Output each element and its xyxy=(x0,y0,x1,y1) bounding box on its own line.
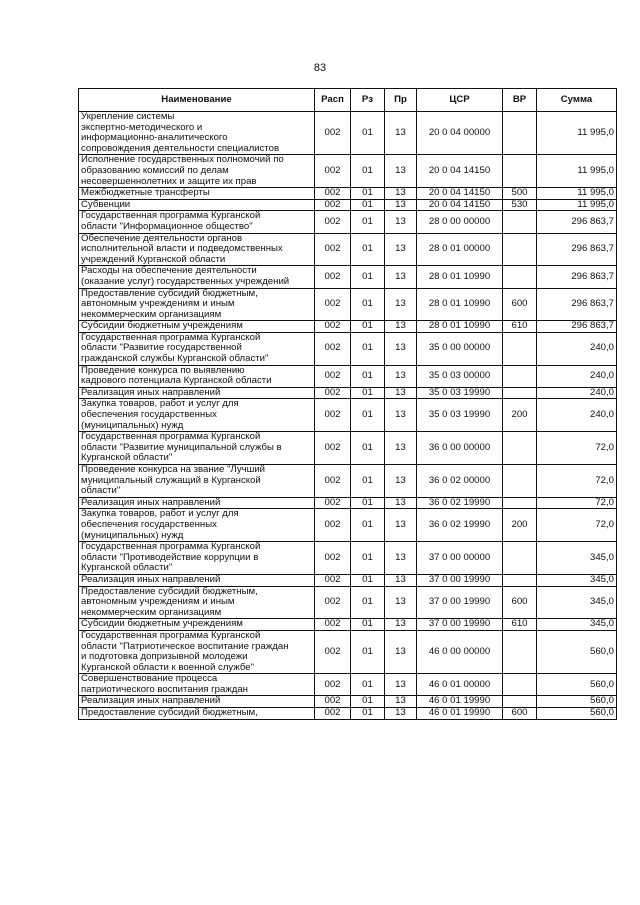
row-name-cell: Исполнение государственных полномочий по образованию комиссий по делам несовершеннолетних и защите их прав xyxy=(79,155,315,188)
row-rasp-cell: 002 xyxy=(315,630,351,673)
row-name-cell: Предоставление субсидий бюджетным, автономным учреждениям и иным некоммерческим организациям xyxy=(79,586,315,619)
row-pr-cell: 13 xyxy=(385,509,417,542)
row-name-cell: Реализация иных направлений xyxy=(79,387,315,399)
row-csr-cell: 35 0 03 00000 xyxy=(417,365,503,387)
row-pr-cell: 13 xyxy=(385,155,417,188)
row-rz-cell: 01 xyxy=(351,619,385,631)
row-pr-cell: 13 xyxy=(385,233,417,266)
row-sum-cell: 240,0 xyxy=(537,387,617,399)
row-csr-cell: 20 0 04 00000 xyxy=(417,112,503,155)
row-sum-cell: 560,0 xyxy=(537,708,617,720)
row-sum-cell: 345,0 xyxy=(537,619,617,631)
row-vr-cell xyxy=(503,432,537,465)
row-csr-cell: 35 0 00 00000 xyxy=(417,332,503,365)
row-csr-cell: 28 0 01 10990 xyxy=(417,266,503,288)
row-rasp-cell: 002 xyxy=(315,332,351,365)
row-rasp-cell: 002 xyxy=(315,708,351,720)
table-row xyxy=(79,399,617,432)
row-name-cell: Обеспечение деятельности органов исполнительной власти и подведомственных учреждений Курганской области xyxy=(79,233,315,266)
row-pr-cell: 13 xyxy=(385,188,417,200)
row-rasp-cell: 002 xyxy=(315,542,351,575)
header-rasp: Расп xyxy=(315,89,351,112)
table-row xyxy=(79,708,617,720)
row-csr-cell: 35 0 03 19990 xyxy=(417,399,503,432)
row-rasp-cell: 002 xyxy=(315,497,351,509)
row-csr-cell: 46 0 00 00000 xyxy=(417,630,503,673)
row-name-cell: Реализация иных направлений xyxy=(79,696,315,708)
row-sum-cell: 11 995,0 xyxy=(537,199,617,211)
row-pr-cell: 13 xyxy=(385,696,417,708)
row-sum-cell: 240,0 xyxy=(537,399,617,432)
row-vr-cell: 600 xyxy=(503,708,537,720)
row-vr-cell xyxy=(503,696,537,708)
row-csr-cell: 46 0 01 19990 xyxy=(417,708,503,720)
row-rasp-cell: 002 xyxy=(315,619,351,631)
row-sum-cell: 345,0 xyxy=(537,542,617,575)
row-pr-cell: 13 xyxy=(385,387,417,399)
row-sum-cell: 296 863,7 xyxy=(537,288,617,321)
row-rz-cell: 01 xyxy=(351,211,385,233)
row-name-cell: Государственная программа Курганской области "Информационное общество" xyxy=(79,211,315,233)
row-sum-cell: 72,0 xyxy=(537,465,617,498)
row-csr-cell: 35 0 03 19990 xyxy=(417,387,503,399)
row-rz-cell: 01 xyxy=(351,188,385,200)
row-vr-cell: 600 xyxy=(503,586,537,619)
row-rz-cell: 01 xyxy=(351,674,385,696)
row-csr-cell: 37 0 00 19990 xyxy=(417,574,503,586)
table-row xyxy=(79,619,617,631)
row-rz-cell: 01 xyxy=(351,399,385,432)
row-sum-cell: 345,0 xyxy=(537,586,617,619)
row-rz-cell: 01 xyxy=(351,696,385,708)
row-rasp-cell: 002 xyxy=(315,696,351,708)
row-vr-cell: 610 xyxy=(503,619,537,631)
header-rz: Рз xyxy=(351,89,385,112)
row-pr-cell: 13 xyxy=(385,266,417,288)
row-rasp-cell: 002 xyxy=(315,288,351,321)
row-rasp-cell: 002 xyxy=(315,365,351,387)
row-rz-cell: 01 xyxy=(351,509,385,542)
row-sum-cell: 11 995,0 xyxy=(537,112,617,155)
row-name-cell: Предоставление субсидий бюджетным, автономным учреждениям и иным некоммерческим организациям xyxy=(79,288,315,321)
row-rasp-cell: 002 xyxy=(315,387,351,399)
table-row xyxy=(79,465,617,498)
row-name-cell: Государственная программа Курганской области "Развитие государственной гражданской службы Курганской области" xyxy=(79,332,315,365)
row-sum-cell: 240,0 xyxy=(537,365,617,387)
row-rz-cell: 01 xyxy=(351,266,385,288)
row-rasp-cell: 002 xyxy=(315,465,351,498)
row-sum-cell: 560,0 xyxy=(537,696,617,708)
row-sum-cell: 560,0 xyxy=(537,674,617,696)
row-vr-cell: 200 xyxy=(503,399,537,432)
row-rz-cell: 01 xyxy=(351,233,385,266)
row-name-cell: Укрепление системы экспертно-методического и информационно-аналитического сопровождения деятельности специалистов xyxy=(79,112,315,155)
row-name-cell: Реализация иных направлений xyxy=(79,574,315,586)
row-vr-cell xyxy=(503,112,537,155)
row-name-cell: Проведение конкурса по выявлению кадрового потенциала Курганской области xyxy=(79,365,315,387)
row-name-cell: Субсидии бюджетным учреждениям xyxy=(79,321,315,333)
table-row xyxy=(79,509,617,542)
header-vr: ВР xyxy=(503,89,537,112)
row-vr-cell xyxy=(503,365,537,387)
row-rasp-cell: 002 xyxy=(315,266,351,288)
row-pr-cell: 13 xyxy=(385,497,417,509)
row-vr-cell xyxy=(503,542,537,575)
row-csr-cell: 37 0 00 19990 xyxy=(417,619,503,631)
page-number: 83 xyxy=(313,62,327,74)
row-vr-cell xyxy=(503,630,537,673)
row-sum-cell: 240,0 xyxy=(537,332,617,365)
row-rz-cell: 01 xyxy=(351,112,385,155)
header-name: Наименование xyxy=(79,89,315,112)
row-csr-cell: 36 0 02 19990 xyxy=(417,509,503,542)
row-csr-cell: 46 0 01 00000 xyxy=(417,674,503,696)
row-vr-cell xyxy=(503,387,537,399)
header-pr: Пр xyxy=(385,89,417,112)
row-vr-cell xyxy=(503,574,537,586)
row-rasp-cell: 002 xyxy=(315,233,351,266)
row-csr-cell: 20 0 04 14150 xyxy=(417,199,503,211)
row-name-cell: Межбюджетные трансферты xyxy=(79,188,315,200)
row-csr-cell: 37 0 00 19990 xyxy=(417,586,503,619)
row-name-cell: Субсидии бюджетным учреждениям xyxy=(79,619,315,631)
table-row xyxy=(79,199,617,211)
row-vr-cell xyxy=(503,155,537,188)
row-csr-cell: 28 0 01 00000 xyxy=(417,233,503,266)
row-vr-cell xyxy=(503,497,537,509)
row-sum-cell: 72,0 xyxy=(537,509,617,542)
row-rz-cell: 01 xyxy=(351,574,385,586)
row-pr-cell: 13 xyxy=(385,574,417,586)
row-rz-cell: 01 xyxy=(351,708,385,720)
row-vr-cell xyxy=(503,674,537,696)
table-row xyxy=(79,321,617,333)
table-row xyxy=(79,432,617,465)
row-csr-cell: 46 0 01 19990 xyxy=(417,696,503,708)
row-pr-cell: 13 xyxy=(385,542,417,575)
row-rasp-cell: 002 xyxy=(315,509,351,542)
row-sum-cell: 296 863,7 xyxy=(537,233,617,266)
row-rz-cell: 01 xyxy=(351,497,385,509)
row-pr-cell: 13 xyxy=(385,432,417,465)
row-csr-cell: 28 0 01 10990 xyxy=(417,321,503,333)
row-name-cell: Государственная программа Курганской области "Патриотическое воспитание граждан и подготовка допризывной молодежи Курганской области к военной службе" xyxy=(79,630,315,673)
row-pr-cell: 13 xyxy=(385,288,417,321)
row-rz-cell: 01 xyxy=(351,465,385,498)
table-row xyxy=(79,574,617,586)
row-pr-cell: 13 xyxy=(385,112,417,155)
row-csr-cell: 20 0 04 14150 xyxy=(417,155,503,188)
table-row xyxy=(79,696,617,708)
row-csr-cell: 20 0 04 14150 xyxy=(417,188,503,200)
row-rz-cell: 01 xyxy=(351,365,385,387)
row-sum-cell: 296 863,7 xyxy=(537,266,617,288)
row-vr-cell xyxy=(503,266,537,288)
row-pr-cell: 13 xyxy=(385,586,417,619)
row-csr-cell: 37 0 00 00000 xyxy=(417,542,503,575)
row-name-cell: Расходы на обеспечение деятельности (оказание услуг) государственных учреждений xyxy=(79,266,315,288)
row-sum-cell: 560,0 xyxy=(537,630,617,673)
table-row xyxy=(79,288,617,321)
row-rasp-cell: 002 xyxy=(315,399,351,432)
row-name-cell: Закупка товаров, работ и услуг для обеспечения государственных (муниципальных) нужд xyxy=(79,399,315,432)
row-pr-cell: 13 xyxy=(385,465,417,498)
row-csr-cell: 36 0 02 00000 xyxy=(417,465,503,498)
table-row xyxy=(79,233,617,266)
table-row xyxy=(79,365,617,387)
row-vr-cell xyxy=(503,332,537,365)
row-vr-cell xyxy=(503,233,537,266)
row-csr-cell: 36 0 02 19990 xyxy=(417,497,503,509)
row-pr-cell: 13 xyxy=(385,332,417,365)
table-row xyxy=(79,586,617,619)
table-row xyxy=(79,188,617,200)
row-rz-cell: 01 xyxy=(351,199,385,211)
table-row xyxy=(79,387,617,399)
row-sum-cell: 11 995,0 xyxy=(537,155,617,188)
row-rasp-cell: 002 xyxy=(315,211,351,233)
row-name-cell: Реализация иных направлений xyxy=(79,497,315,509)
row-csr-cell: 36 0 00 00000 xyxy=(417,432,503,465)
table-row xyxy=(79,630,617,673)
row-pr-cell: 13 xyxy=(385,674,417,696)
header-csr: ЦСР xyxy=(417,89,503,112)
row-vr-cell: 600 xyxy=(503,288,537,321)
table-row xyxy=(79,332,617,365)
row-rz-cell: 01 xyxy=(351,586,385,619)
row-vr-cell xyxy=(503,211,537,233)
row-sum-cell: 72,0 xyxy=(537,432,617,465)
table-body xyxy=(79,112,617,720)
row-name-cell: Субвенции xyxy=(79,199,315,211)
table-row xyxy=(79,211,617,233)
row-rz-cell: 01 xyxy=(351,155,385,188)
row-rasp-cell: 002 xyxy=(315,112,351,155)
budget-table xyxy=(78,88,617,720)
row-rasp-cell: 002 xyxy=(315,574,351,586)
row-csr-cell: 28 0 00 00000 xyxy=(417,211,503,233)
row-pr-cell: 13 xyxy=(385,365,417,387)
row-vr-cell: 610 xyxy=(503,321,537,333)
row-vr-cell: 500 xyxy=(503,188,537,200)
row-rz-cell: 01 xyxy=(351,288,385,321)
row-vr-cell: 200 xyxy=(503,509,537,542)
row-vr-cell: 530 xyxy=(503,199,537,211)
row-pr-cell: 13 xyxy=(385,619,417,631)
row-pr-cell: 13 xyxy=(385,321,417,333)
row-pr-cell: 13 xyxy=(385,399,417,432)
row-rz-cell: 01 xyxy=(351,432,385,465)
table-row xyxy=(79,112,617,155)
row-rasp-cell: 002 xyxy=(315,199,351,211)
row-rasp-cell: 002 xyxy=(315,155,351,188)
row-rasp-cell: 002 xyxy=(315,586,351,619)
row-csr-cell: 28 0 01 10990 xyxy=(417,288,503,321)
row-pr-cell: 13 xyxy=(385,630,417,673)
row-name-cell: Закупка товаров, работ и услуг для обеспечения государственных (муниципальных) нужд xyxy=(79,509,315,542)
row-vr-cell xyxy=(503,465,537,498)
row-sum-cell: 296 863,7 xyxy=(537,321,617,333)
row-pr-cell: 13 xyxy=(385,708,417,720)
table-row xyxy=(79,542,617,575)
row-sum-cell: 345,0 xyxy=(537,574,617,586)
row-rasp-cell: 002 xyxy=(315,188,351,200)
row-rz-cell: 01 xyxy=(351,332,385,365)
table-row xyxy=(79,497,617,509)
table-header-row xyxy=(79,89,617,112)
row-rasp-cell: 002 xyxy=(315,321,351,333)
row-sum-cell: 72,0 xyxy=(537,497,617,509)
row-pr-cell: 13 xyxy=(385,199,417,211)
table-row xyxy=(79,674,617,696)
row-name-cell: Предоставление субсидий бюджетным, xyxy=(79,708,315,720)
table-row xyxy=(79,155,617,188)
row-rz-cell: 01 xyxy=(351,630,385,673)
row-sum-cell: 296 863,7 xyxy=(537,211,617,233)
row-rz-cell: 01 xyxy=(351,542,385,575)
row-name-cell: Проведение конкурса на звание "Лучший муниципальный служащий в Курганской области" xyxy=(79,465,315,498)
row-name-cell: Государственная программа Курганской области "Развитие муниципальной службы в Курганской области" xyxy=(79,432,315,465)
row-sum-cell: 11 995,0 xyxy=(537,188,617,200)
header-sum: Сумма xyxy=(537,89,617,112)
row-rasp-cell: 002 xyxy=(315,674,351,696)
row-rz-cell: 01 xyxy=(351,387,385,399)
row-rz-cell: 01 xyxy=(351,321,385,333)
row-pr-cell: 13 xyxy=(385,211,417,233)
row-name-cell: Совершенствование процесса патриотического воспитания граждан xyxy=(79,674,315,696)
table-row xyxy=(79,266,617,288)
row-name-cell: Государственная программа Курганской области "Противодействие коррупции в Курганской области" xyxy=(79,542,315,575)
row-rasp-cell: 002 xyxy=(315,432,351,465)
